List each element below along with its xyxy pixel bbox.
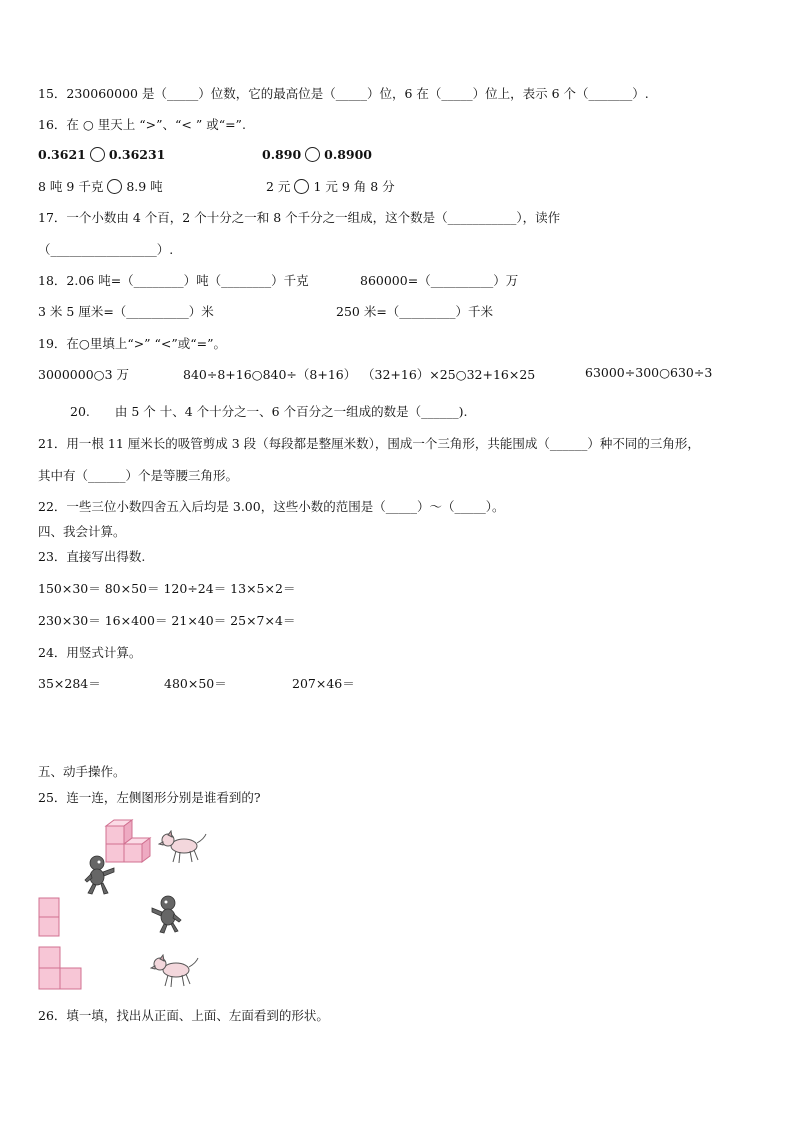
question-24-item: 480×50＝ — [164, 676, 227, 691]
side-view-figure — [38, 946, 84, 990]
question-16-row1-left: 0.3621 0.36231 — [38, 147, 166, 162]
question-18a: 18．2.06 吨=（________）吨（________）千克 — [38, 273, 309, 288]
question-16-row1-right: 0.890 0.8900 — [262, 147, 372, 162]
question-20: 20. 由 5 个 十、4 个十分之一、6 个百分之一组成的数是（______). — [70, 404, 468, 419]
question-23-title: 23．直接写出得数. — [38, 549, 146, 564]
question-18d: 250 米=（_________）千米 — [336, 304, 494, 319]
section-5-heading: 五、动手操作。 — [38, 764, 126, 779]
question-24-item: 207×46＝ — [292, 676, 355, 691]
dog-icon[interactable] — [158, 830, 208, 866]
question-19-item: 3000000○3 万 — [38, 367, 130, 382]
question-18c: 3 米 5 厘米=（__________）米 — [38, 304, 214, 319]
question-23-row1: 150×30＝ 80×50＝ 120÷24＝ 13×5×2＝ — [38, 581, 296, 596]
question-17-line1: 17．一个小数由 4 个百，2 个十分之一和 8 个千分之一组成，这个数是（___________），读作 — [38, 210, 561, 225]
compare-circle[interactable] — [107, 179, 122, 194]
monkey-icon[interactable] — [82, 854, 116, 896]
question-21-line2: 其中有（______）个是等腰三角形。 — [38, 468, 239, 483]
question-16-row2-right: 2 元 1 元 9 角 8 分 — [266, 179, 395, 194]
question-24-title: 24．用竖式计算。 — [38, 645, 142, 660]
question-18b: 860000=（__________）万 — [360, 273, 519, 288]
compare-circle[interactable] — [305, 147, 320, 162]
question-19-title: 19．在○里填上“>” “<”或“=”。 — [38, 336, 227, 351]
question-21-line1: 21．用一根 11 厘米长的吸管剪成 3 段（每段都是整厘米数），围成一个三角形，共能围成（______）种不同的三角形， — [38, 436, 700, 451]
question-19-item: （32+16）×25○32+16×25 — [362, 367, 536, 382]
question-26: 26．填一填，找出从正面、上面、左面看到的形状。 — [38, 1008, 329, 1023]
front-view-figure — [38, 897, 62, 939]
question-17-line2: （_________________）. — [38, 242, 174, 257]
section-4-heading: 四、我会计算。 — [38, 524, 126, 539]
question-19-item: 840÷8+16○840÷（8+16） — [183, 367, 357, 382]
question-23-row2: 230×30＝ 16×400＝ 21×40＝ 25×7×4＝ — [38, 613, 296, 628]
compare-circle[interactable] — [294, 179, 309, 194]
question-19-item: 63000÷300○630÷3 — [585, 365, 713, 380]
compare-circle[interactable] — [90, 147, 105, 162]
question-24-item: 35×284＝ — [38, 676, 101, 691]
question-16-row2-left: 8 吨 9 千克 8.9 吨 — [38, 179, 163, 194]
question-15: 15．230060000 是（_____）位数，它的最高位是（_____）位，6 在（_____）位上，表示 6 个（_______）. — [38, 86, 649, 101]
question-25: 25．连一连，左侧图形分别是谁看到的? — [38, 790, 261, 805]
question-22: 22．一些三位小数四舍五入后均是 3.00，这些小数的范围是（_____）～（_____）。 — [38, 499, 505, 514]
question-16-title: 16．在 ○ 里天上 “>”、“< ” 或“=”. — [38, 117, 246, 132]
dog-icon[interactable] — [150, 954, 200, 990]
monkey-icon[interactable] — [150, 894, 186, 934]
